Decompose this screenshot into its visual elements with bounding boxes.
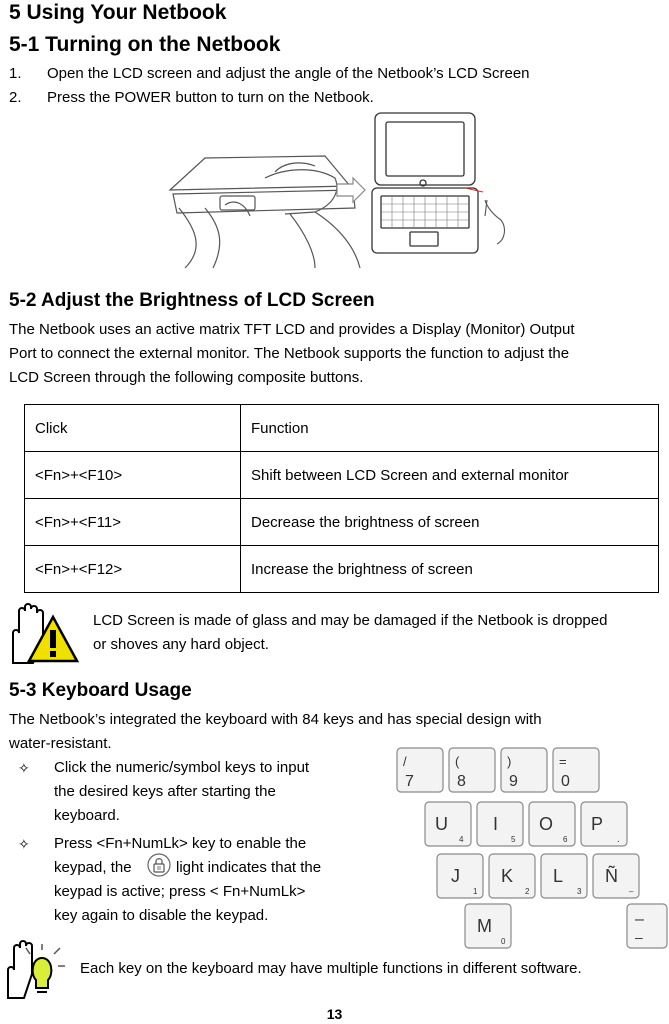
bullet-text-line: key again to disable the keypad. bbox=[54, 907, 269, 924]
step-number: 1. bbox=[9, 65, 22, 82]
key-sub-label: 1 bbox=[473, 887, 478, 896]
bullet-text-line: Click the numeric/symbol keys to input bbox=[54, 759, 310, 776]
paragraph-line: Port to connect the external monitor. The Netbook supports the function to adjust the bbox=[9, 345, 570, 362]
table-row bbox=[25, 499, 659, 546]
table-row bbox=[25, 546, 659, 593]
key-top-label: = bbox=[559, 754, 567, 769]
key-main-label: I bbox=[493, 814, 499, 834]
netbook-opening-illustration bbox=[165, 108, 525, 273]
table-cell: <Fn>+<F11> bbox=[25, 499, 241, 546]
page-number: 13 bbox=[326, 1006, 343, 1022]
key-main-label: P bbox=[591, 814, 604, 834]
chapter-title: 5 Using Your Netbook bbox=[9, 1, 227, 24]
key-top-label: / bbox=[403, 754, 407, 769]
bullet-icon: ✧ bbox=[18, 760, 30, 776]
paragraph-line: LCD Screen through the following composite buttons. bbox=[9, 369, 364, 386]
bullet-text-line: keyboard. bbox=[54, 807, 120, 824]
section-title-brightness: 5-2 Adjust the Brightness of LCD Screen bbox=[9, 290, 375, 311]
table-header-row bbox=[25, 405, 659, 452]
key-main-label: K bbox=[501, 866, 514, 886]
bullet-text-line: keypad, the bbox=[54, 859, 132, 876]
table-header-cell: Click bbox=[25, 405, 241, 452]
key-sub-label: 3 bbox=[577, 887, 582, 896]
table-cell: Increase the brightness of screen bbox=[241, 546, 659, 593]
key-minus bbox=[627, 904, 667, 948]
warning-text-line: LCD Screen is made of glass and may be damaged if the Netbook is dropped bbox=[93, 612, 608, 629]
key-main-label: Ñ bbox=[605, 866, 618, 886]
tip-text: Each key on the keyboard may have multiple functions in different software. bbox=[80, 960, 582, 977]
numlock-light-icon bbox=[146, 852, 172, 878]
step-number: 2. bbox=[9, 89, 22, 106]
tip-lightbulb-hand-icon bbox=[2, 930, 68, 1002]
key-sub-label: 5 bbox=[511, 835, 516, 844]
bullet-icon: ✧ bbox=[18, 836, 30, 852]
key-main-label: 7 bbox=[405, 773, 414, 790]
table-row bbox=[25, 452, 659, 499]
key-u bbox=[425, 802, 471, 846]
table-cell: <Fn>+<F12> bbox=[25, 546, 241, 593]
table-header-cell: Function bbox=[241, 405, 659, 452]
bullet-text-line: light indicates that the bbox=[176, 859, 322, 876]
paragraph-line: water-resistant. bbox=[9, 735, 112, 752]
function-key-table bbox=[24, 404, 659, 593]
warning-text-line: or shoves any hard object. bbox=[93, 636, 269, 653]
bullet-text-line: Press <Fn+NumLk> key to enable the bbox=[54, 835, 307, 852]
key-sub-label: 4 bbox=[459, 835, 464, 844]
key-sub-label: 2 bbox=[525, 887, 530, 896]
key-main-label: J bbox=[451, 866, 460, 886]
bullet-text-line: the desired keys after starting the bbox=[54, 783, 276, 800]
key-main-label: – bbox=[635, 929, 643, 945]
key-sub-label: . bbox=[617, 834, 620, 845]
step-text: Open the LCD screen and adjust the angle of the Netbook’s LCD Screen bbox=[47, 65, 530, 82]
key-sub-label: 0 bbox=[501, 937, 506, 946]
paragraph-line: The Netbook uses an active matrix TFT LCD and provides a Display (Monitor) Output bbox=[9, 321, 575, 338]
key-main-label: 0 bbox=[561, 773, 570, 790]
bullet-text-line: keypad is active; press < Fn+NumLk> bbox=[54, 883, 306, 900]
key-main-label: L bbox=[553, 866, 564, 886]
section-title-turning-on: 5-1 Turning on the Netbook bbox=[9, 33, 281, 56]
key-main-label: U bbox=[435, 814, 448, 834]
section-title-keyboard: 5-3 Keyboard Usage bbox=[9, 680, 192, 701]
key-main-label: M bbox=[477, 916, 492, 936]
key-main-label: O bbox=[539, 814, 554, 834]
table-cell: Shift between LCD Screen and external monitor bbox=[241, 452, 659, 499]
table-cell: Decrease the brightness of screen bbox=[241, 499, 659, 546]
key-top-label: ) bbox=[507, 754, 512, 769]
step-text: Press the POWER button to turn on the Netbook. bbox=[47, 89, 374, 106]
key-i bbox=[477, 802, 523, 846]
key-main-label: 9 bbox=[509, 773, 518, 790]
warning-hand-icon bbox=[3, 597, 79, 669]
key-main-label: 8 bbox=[457, 773, 466, 790]
table-cell: <Fn>+<F10> bbox=[25, 452, 241, 499]
key-top-label: – bbox=[635, 911, 644, 928]
key-p bbox=[581, 802, 627, 846]
key-top-label: ( bbox=[455, 754, 460, 769]
key-sub-label: – bbox=[629, 887, 634, 896]
paragraph-line: The Netbook’s integrated the keyboard with 84 keys and has special design with bbox=[9, 711, 542, 728]
keypad-illustration bbox=[393, 746, 669, 950]
key-sub-label: 6 bbox=[563, 835, 568, 844]
